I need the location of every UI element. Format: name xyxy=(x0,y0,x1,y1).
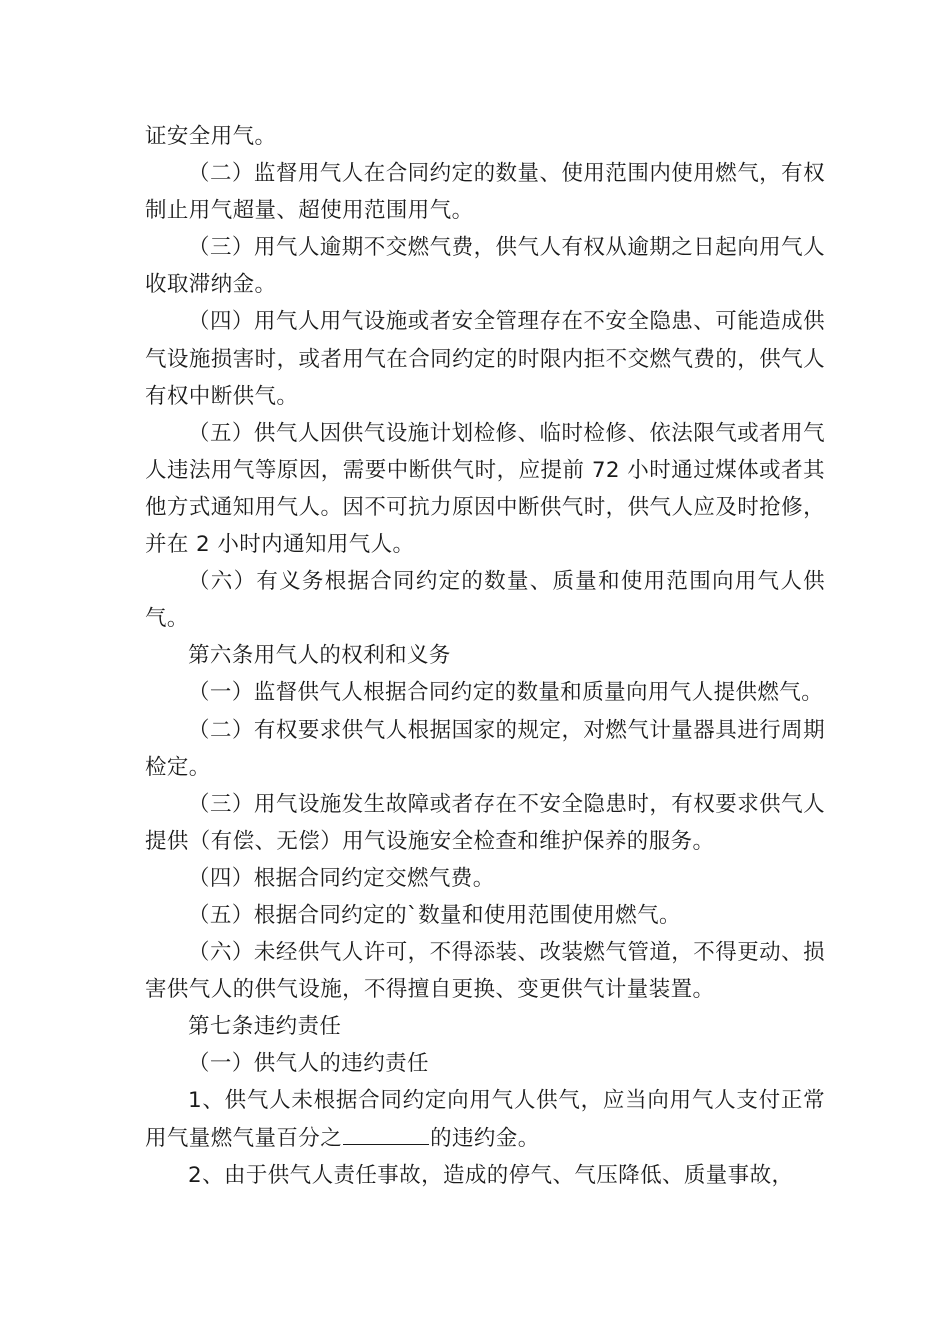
paragraph: （四）根据合同约定交燃气费。 xyxy=(188,865,495,891)
paragraph: （六）有义务根据合同约定的数量、质量和使用范围向用气人供气。 xyxy=(145,569,825,632)
paragraph: （五）根据合同约定的`数量和使用范围使用燃气。 xyxy=(188,902,681,928)
document-body xyxy=(145,118,825,1194)
paragraph: （六）未经供气人许可，不得添装、改装燃气管道，不得更动、损害供气人的供气设施，不得擅自更换、变更供气计量装置。 xyxy=(145,940,825,1003)
paragraph: （三）用气人逾期不交燃气费，供气人有权从逾期之日起向用气人收取滞纳金。 xyxy=(145,235,825,298)
section-heading: 第六条用气人的权利和义务 xyxy=(188,643,451,669)
subsection-heading: （一）供气人的违约责任 xyxy=(188,1051,429,1077)
paragraph: （五）供气人因供气设施计划检修、临时检修、依法限气或者用气人违法用气等原因，需要中断供气时，应提前 72 小时通过煤体或者其他方式通知用气人。因不可抗力原因中断供气时，供气人应及时抢修，并在 2 小时内通知用气人。 xyxy=(145,420,825,558)
paragraph: （二）有权要求供气人根据国家的规定，对燃气计量器具进行周期检定。 xyxy=(145,717,825,780)
paragraph-text: 1、供气人未根据合同约定向用气人供气，应当向用气人支付正常用气量燃气量百分之 xyxy=(145,1088,825,1151)
paragraph: （一）监督供气人根据合同约定的数量和质量向用气人提供燃气。 xyxy=(188,680,824,706)
section-heading: 第七条违约责任 xyxy=(188,1014,342,1040)
paragraph: （二）监督用气人在合同约定的数量、使用范围内使用燃气，有权制止用气超量、超使用范围用气。 xyxy=(145,161,825,224)
paragraph: 证安全用气。 xyxy=(145,124,277,149)
paragraph: （四）用气人用气设施或者安全管理存在不安全隐患、可能造成供气设施损害时，或者用气在合同约定的时限内拒不交燃气费的，供气人有权中断供气。 xyxy=(145,309,825,409)
paragraph: （三）用气设施发生故障或者存在不安全隐患时，有权要求供气人提供（有偿、无偿）用气设施安全检查和维护保养的服务。 xyxy=(145,791,825,854)
paragraph-with-blank xyxy=(145,1082,825,1156)
paragraph: 2、由于供气人责任事故，造成的停气、气压降低、质量事故， xyxy=(188,1162,794,1188)
paragraph-tail: 的违约金。 xyxy=(430,1125,540,1151)
fill-in-blank[interactable] xyxy=(343,1120,429,1145)
